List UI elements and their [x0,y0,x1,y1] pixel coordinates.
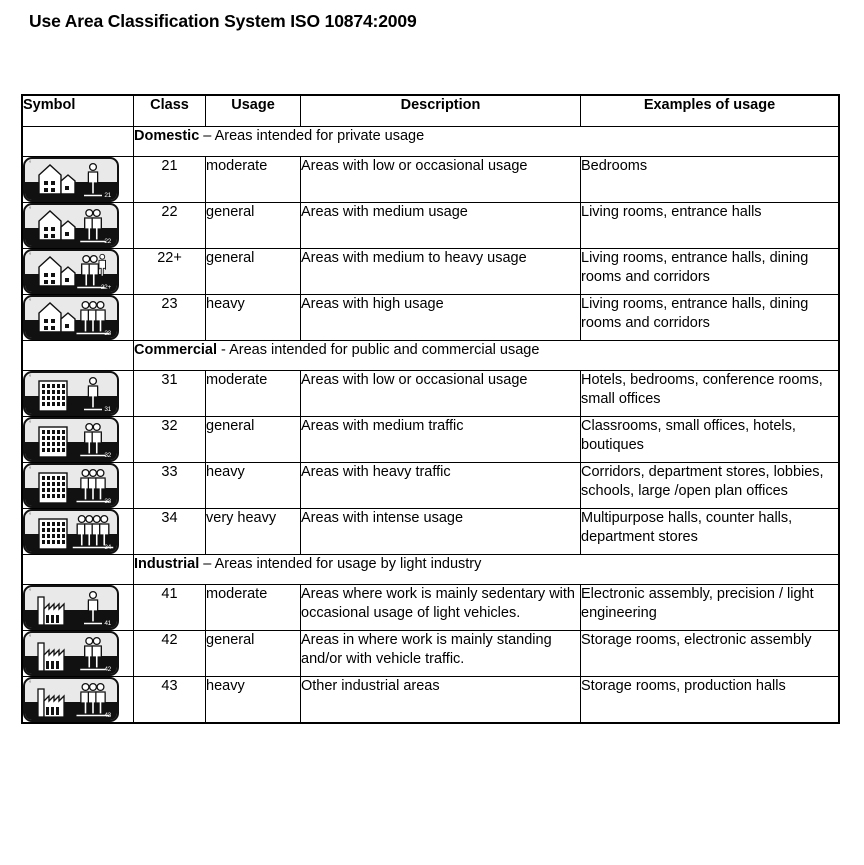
pictogram-class-number: 43 [104,712,111,719]
group-header-row-industrial [23,555,839,585]
pictogram-corner-mark: ° [29,299,32,305]
table-header-row [23,96,839,127]
group-symbol-spacer [23,341,134,371]
table-row [23,249,839,295]
cell-usage: heavy [206,295,301,341]
cell-description: Areas with medium traffic [301,417,581,463]
pictogram-corner-mark: ° [29,161,32,167]
cell-description: Areas in where work is mainly standing and/or with vehicle traffic. [301,631,581,677]
cell-class: 22+ [134,249,206,295]
pictogram-class-33 [23,463,119,508]
cell-examples: Living rooms, entrance halls, dining rooms and corridors [581,249,839,295]
cell-class: 22 [134,203,206,249]
cell-class: 43 [134,677,206,723]
cell-class: 34 [134,509,206,555]
cell-class: 42 [134,631,206,677]
pictogram-class-number: 33 [104,498,111,505]
cell-class: 31 [134,371,206,417]
cell-class: 21 [134,157,206,203]
pictogram-class-32 [23,417,119,462]
group-symbol-spacer [23,127,134,157]
pictogram-class-23 [23,295,119,340]
cell-usage: moderate [206,157,301,203]
pictogram-class-31 [23,371,119,416]
cell-examples: Storage rooms, production halls [581,677,839,723]
cell-description: Areas with heavy traffic [301,463,581,509]
pictogram-class-34 [23,509,119,554]
pictogram-corner-mark: ° [29,375,32,381]
table-body [23,127,839,723]
table-row [23,417,839,463]
table-row [23,631,839,677]
cell-description: Other industrial areas [301,677,581,723]
pictogram-class-number: 42 [104,666,111,673]
pictogram-corner-mark: ° [29,421,32,427]
column-header-examples: Examples of usage [581,96,839,127]
cell-examples: Multipurpose halls, counter halls, department stores [581,509,839,555]
cell-description: Areas with low or occasional usage [301,157,581,203]
cell-examples: Corridors, department stores, lobbies, schools, large /open plan offices [581,463,839,509]
cell-usage: very heavy [206,509,301,555]
table-row [23,463,839,509]
pictogram-class-number: 32 [104,452,111,459]
pictogram-class-22 [23,203,119,248]
cell-class: 23 [134,295,206,341]
cell-usage: moderate [206,585,301,631]
cell-symbol [23,371,134,417]
pictogram-class-number: 41 [104,620,111,627]
group-header-row-domestic [23,127,839,157]
cell-examples: Storage rooms, electronic assembly [581,631,839,677]
pictogram-class-21 [23,157,119,202]
cell-class: 41 [134,585,206,631]
cell-symbol [23,463,134,509]
cell-symbol [23,157,134,203]
table-header [23,96,839,127]
cell-examples: Living rooms, entrance halls [581,203,839,249]
pictogram-class-22+ [23,249,119,294]
cell-examples: Hotels, bedrooms, conference rooms, small offices [581,371,839,417]
cell-usage: heavy [206,677,301,723]
column-header-class: Class [134,96,206,127]
group-symbol-spacer [23,555,134,585]
cell-usage: moderate [206,371,301,417]
pictogram-class-number: 22 [104,238,111,245]
pictogram-corner-mark: ° [29,589,32,595]
cell-symbol [23,677,134,723]
table-row [23,295,839,341]
cell-description: Areas with medium usage [301,203,581,249]
group-header-row-commercial [23,341,839,371]
cell-symbol [23,631,134,677]
group-subtitle: – Areas intended for private usage [199,128,425,144]
table-row [23,677,839,723]
pictogram-corner-mark: ° [29,635,32,641]
pictogram-corner-mark: ° [29,207,32,213]
table-row [23,371,839,417]
cell-description: Areas with high usage [301,295,581,341]
group-label-industrial [134,555,839,585]
cell-symbol [23,585,134,631]
pictogram-class-number: 21 [104,192,111,199]
cell-symbol [23,203,134,249]
group-name: Commercial [134,342,218,358]
pictogram-class-number: 31 [104,406,111,413]
pictogram-class-number: 23 [104,330,111,337]
cell-examples: Electronic assembly, precision / light engineering [581,585,839,631]
cell-usage: general [206,631,301,677]
group-name: Industrial [134,556,200,572]
group-subtitle: – Areas intended for usage by light industry [199,556,482,572]
cell-description: Areas with medium to heavy usage [301,249,581,295]
page-title: Use Area Classification System ISO 10874:2009 [29,11,417,31]
pictogram-corner-mark: ° [29,681,32,687]
group-subtitle: - Areas intended for public and commercial usage [217,342,540,358]
cell-symbol [23,295,134,341]
pictogram-corner-mark: ° [29,253,32,259]
pictogram-class-41 [23,585,119,630]
pictogram-class-43 [23,677,119,722]
table-row [23,203,839,249]
group-name: Domestic [134,128,200,144]
cell-usage: general [206,249,301,295]
pictogram-class-42 [23,631,119,676]
table-row [23,157,839,203]
cell-class: 32 [134,417,206,463]
table-row [23,509,839,555]
cell-class: 33 [134,463,206,509]
column-header-usage: Usage [206,96,301,127]
use-area-classification-table [22,95,839,723]
group-label-commercial [134,341,839,371]
table-row [23,585,839,631]
cell-usage: general [206,203,301,249]
cell-examples: Bedrooms [581,157,839,203]
pictogram-class-number: 22+ [100,284,111,291]
cell-symbol [23,417,134,463]
cell-description: Areas with low or occasional usage [301,371,581,417]
cell-usage: general [206,417,301,463]
cell-examples: Living rooms, entrance halls, dining rooms and corridors [581,295,839,341]
cell-description: Areas with intense usage [301,509,581,555]
cell-usage: heavy [206,463,301,509]
pictogram-corner-mark: ° [29,467,32,473]
cell-symbol [23,249,134,295]
cell-description: Areas where work is mainly sedentary with occasional usage of light vehicles. [301,585,581,631]
pictogram-corner-mark: ° [29,513,32,519]
group-label-domestic [134,127,839,157]
column-header-symbol: Symbol [23,96,134,127]
column-header-description: Description [301,96,581,127]
cell-symbol [23,509,134,555]
pictogram-class-number: 34 [104,544,111,551]
cell-examples: Classrooms, small offices, hotels, boutiques [581,417,839,463]
